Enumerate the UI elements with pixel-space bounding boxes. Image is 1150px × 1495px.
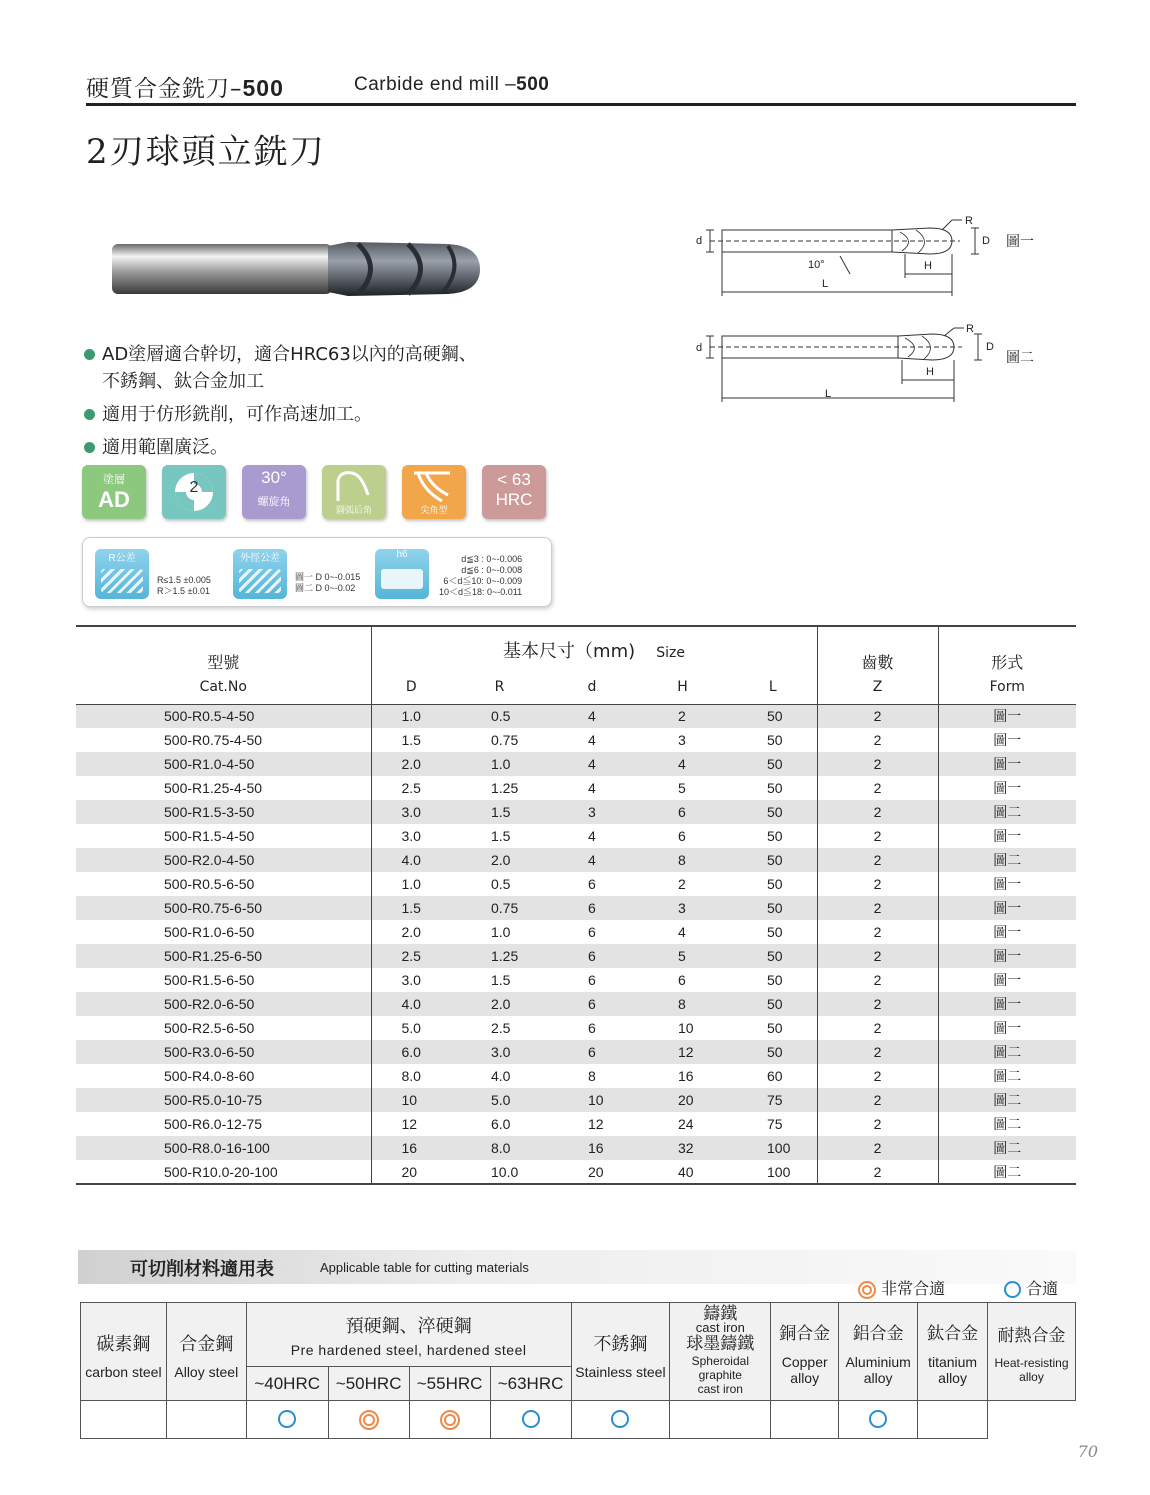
table-cell: 500-R1.5-3-50: [76, 800, 371, 824]
table-row: [76, 704, 1076, 728]
table-cell: 10: [371, 1088, 451, 1112]
table-cell: 2: [817, 944, 938, 968]
mat-titanium-alloy: 鈦合金 titanium alloy: [918, 1303, 988, 1401]
dim-D-2: D: [986, 341, 994, 353]
table-cell: 6: [678, 828, 686, 844]
table-cell: 4: [636, 752, 729, 776]
tolerance-panel: [82, 537, 552, 607]
rating-cell: [166, 1401, 246, 1439]
mat-carbon-steel: 碳素鋼 carbon steel: [81, 1303, 167, 1401]
mat-heat-resisting-alloy: 耐熱合金 Heat-resisting alloy: [988, 1303, 1076, 1401]
table-cell: 50: [729, 992, 817, 1016]
bullet-icon: [84, 442, 95, 453]
mat-alloy-steel: 合金鋼 Alloy steel: [166, 1303, 246, 1401]
table-cell: 8.0: [451, 1136, 548, 1160]
table-cell: 50: [729, 944, 817, 968]
table-cell: 40: [678, 1163, 694, 1180]
mat-stainless-steel: 不銹鋼 Stainless steel: [571, 1303, 670, 1401]
table-cell: 75: [729, 1112, 817, 1136]
table-cell: 2: [817, 872, 938, 896]
table-row: [76, 1136, 1076, 1160]
table-cell: 6.0: [491, 1116, 511, 1132]
table-cell: 24: [678, 1116, 694, 1132]
shank-tolerance-icon: h6: [375, 549, 429, 599]
table-cell: 500-R1.0-4-50: [76, 752, 371, 776]
materials-table: [80, 1302, 1076, 1439]
table-cell: 2: [817, 1160, 938, 1184]
od-tolerance-icon: 外徑公差: [233, 549, 287, 599]
table-cell: 1.5: [401, 732, 421, 748]
table-row: [76, 1040, 1076, 1064]
table-row: [76, 848, 1076, 872]
table-cell: 0.5: [451, 704, 548, 728]
table-cell: 6: [548, 992, 636, 1016]
rating-cell: [81, 1401, 167, 1439]
dim-R-1: R: [965, 215, 973, 227]
table-cell: 6: [678, 972, 686, 988]
feature-item: 適用于仿形銑削，可作高速加工。: [84, 398, 554, 431]
dim-d-1: d: [696, 235, 703, 247]
table-cell: 1.0: [451, 752, 548, 776]
bullet-icon: [84, 409, 95, 420]
table-cell: 60: [729, 1064, 817, 1088]
mat-hrc-55: ~55HRC: [409, 1367, 490, 1401]
suitable-ring-icon: [278, 1410, 296, 1428]
table-cell: 4: [588, 828, 596, 844]
table-cell: 2: [817, 992, 938, 1016]
sharp-corner-icon: [402, 465, 466, 505]
table-cell: 1.5: [491, 828, 511, 844]
table-cell: 0.75: [491, 732, 519, 748]
page-number: 70: [1077, 1442, 1098, 1461]
table-cell: 8.0: [401, 1068, 421, 1084]
mat-copper-alloy: 銅合金 Copper alloy: [771, 1303, 839, 1401]
table-cell: 3: [548, 800, 636, 824]
table-cell: 12: [588, 1116, 604, 1132]
angle-label: 10°: [808, 259, 825, 271]
fig2-label: 圖二: [1006, 349, 1034, 365]
table-cell: 1.5: [491, 972, 511, 988]
table-cell: 3: [678, 732, 686, 748]
table-cell: 圖一: [938, 752, 1076, 776]
materials-title-cn: 可切削材料適用表: [130, 1259, 274, 1280]
point-type-badge: 尖角型: [402, 465, 466, 519]
table-cell: 圖二: [938, 800, 1076, 824]
table-cell: 2: [817, 752, 938, 776]
table-cell: 4: [548, 704, 636, 728]
table-cell: 16: [678, 1068, 694, 1084]
table-row: [76, 1064, 1076, 1088]
header-title-en: Carbide end mill –500: [354, 74, 550, 95]
table-cell: 6: [588, 876, 596, 892]
table-cell: 8: [636, 848, 729, 872]
table-cell: 500-R1.25-4-50: [76, 776, 371, 800]
table-cell: 6: [588, 972, 596, 988]
table-cell: 圖一: [938, 992, 1076, 1016]
table-row: [76, 968, 1076, 992]
table-cell: 圖二: [938, 1040, 1076, 1064]
table-cell: 500-R2.0-4-50: [76, 848, 371, 872]
mat-hardened-steel: 預硬鋼、淬硬鋼 Pre hardened steel, hardened steel: [246, 1303, 571, 1367]
rating-cell: [771, 1401, 839, 1439]
table-cell: 0.5: [491, 876, 511, 892]
table-cell: 20: [588, 1163, 604, 1180]
table-cell: 圖一: [938, 896, 1076, 920]
table-cell: 圖一: [993, 828, 1022, 844]
dim-H-1: H: [924, 260, 932, 272]
suitable-ring-icon: [522, 1410, 540, 1428]
table-cell: 12: [401, 1116, 418, 1132]
table-row: [76, 776, 1076, 800]
table-cell: 50: [729, 776, 817, 800]
table-row: [76, 824, 1076, 848]
table-cell: 6: [548, 896, 636, 920]
table-cell: 500-R3.0-6-50: [76, 1040, 371, 1064]
table-cell: 500-R0.75-4-50: [76, 728, 371, 752]
table-cell: 500-R5.0-10-75: [76, 1088, 371, 1112]
table-cell: 1.0: [401, 876, 421, 892]
table-cell: 2: [817, 848, 938, 872]
col-header-form: 形式 Form: [989, 652, 1025, 695]
table-cell: 5.0: [401, 1020, 421, 1036]
table-cell: 500-R1.5-6-50: [76, 968, 371, 992]
table-cell: 1.5: [371, 896, 451, 920]
table-cell: 500-R1.5-4-50: [76, 824, 371, 848]
table-cell: 4: [548, 752, 636, 776]
table-cell: 500-R0.5-6-50: [76, 872, 371, 896]
table-cell: 50: [729, 920, 817, 944]
table-cell: 5: [636, 944, 729, 968]
table-row: [76, 1016, 1076, 1040]
col-D: D: [405, 678, 417, 695]
table-cell: 圖二: [938, 1088, 1076, 1112]
table-cell: 6: [548, 944, 636, 968]
table-cell: 3.0: [401, 828, 421, 844]
table-cell: 圖一: [993, 732, 1022, 748]
table-cell: 圖二: [938, 848, 1076, 872]
table-row: [76, 1088, 1076, 1112]
rating-cell: [918, 1401, 988, 1439]
r-tolerance-icon: R公差: [95, 549, 149, 599]
rating-row: [81, 1401, 1076, 1439]
col-header-model: 型號 Cat.No: [76, 626, 371, 704]
table-cell: 圖一: [938, 704, 1076, 728]
table-cell: 500-R4.0-8-60: [76, 1064, 371, 1088]
dim-H-2: H: [926, 366, 934, 378]
dim-L-1: L: [822, 278, 829, 290]
table-cell: 2: [817, 920, 938, 944]
table-cell: 100: [729, 1136, 817, 1160]
materials-title-en: Applicable table for cutting materials: [320, 1260, 529, 1275]
table-cell: 4: [588, 732, 596, 748]
table-cell: 50: [729, 1016, 817, 1040]
page-title: 2刃球頭立銑刀: [86, 132, 326, 172]
col-R: R: [494, 678, 505, 695]
table-cell: 3.0: [451, 1040, 548, 1064]
table-cell: 2: [817, 776, 938, 800]
table-cell: 6: [548, 1040, 636, 1064]
hardness-badge: < 63 HRC: [482, 465, 546, 519]
dimension-diagram: [690, 212, 1050, 412]
table-cell: 2: [817, 1112, 938, 1136]
double-ring-icon: [858, 1281, 876, 1299]
table-cell: 2: [817, 824, 938, 848]
table-cell: 100: [729, 1160, 817, 1184]
table-cell: 4.0: [491, 1068, 511, 1084]
table-cell: 0.75: [451, 896, 548, 920]
table-cell: 3.0: [371, 800, 451, 824]
page-header: [86, 68, 1076, 106]
arc-profile-icon: [322, 465, 386, 505]
table-cell: 20: [401, 1163, 418, 1180]
table-cell: 3.0: [401, 972, 421, 988]
od-tolerance-values: 圖一 D 0~-0.015 圖二 D 0~-0.02: [295, 572, 361, 593]
table-cell: 16: [371, 1136, 451, 1160]
very-suitable-ring-icon: [440, 1410, 460, 1430]
table-cell: 2: [817, 1016, 938, 1040]
fig1-label: 圖一: [1006, 233, 1034, 249]
rating-cell: [571, 1401, 670, 1439]
rating-cell: [246, 1401, 328, 1439]
shank-tolerance-values: d≦3 : 0~-0.006 d≦6 : 0~-0.008 6＜d≦10: 0~-0.009 10＜d≦18: 0~-0.011: [439, 554, 523, 597]
table-cell: 2.0: [371, 752, 451, 776]
table-cell: 50: [729, 728, 817, 752]
table-cell: 6: [588, 1020, 596, 1036]
rating-cell: [839, 1401, 918, 1439]
table-cell: 1.25: [451, 944, 548, 968]
header-title-cn: 硬質合金銑刀–500: [86, 75, 284, 102]
table-cell: 32: [636, 1136, 729, 1160]
table-cell: 6: [636, 800, 729, 824]
table-cell: 12: [636, 1040, 729, 1064]
mat-cast-iron: 鑄鐵 cast iron 球墨鑄鐵 Spheroidal graphite cast iron: [670, 1303, 771, 1401]
legend-suitable: 合適: [1004, 1276, 1058, 1299]
table-cell: 2: [817, 1136, 938, 1160]
table-row: [76, 1112, 1076, 1136]
tool-photo: [108, 238, 488, 300]
table-cell: 2: [817, 1088, 938, 1112]
feature-list: [84, 338, 554, 464]
table-cell: 圖一: [938, 944, 1076, 968]
table-cell: 5: [678, 780, 686, 796]
table-row: [76, 872, 1076, 896]
table-row: [76, 800, 1076, 824]
ring-icon: [1004, 1281, 1021, 1298]
table-cell: 圖一: [993, 924, 1022, 940]
table-cell: 500-R1.0-6-50: [76, 920, 371, 944]
table-cell: 2.5: [401, 780, 421, 796]
table-cell: 8: [636, 992, 729, 1016]
table-cell: 2: [817, 896, 938, 920]
dim-R-2: R: [966, 323, 974, 335]
table-cell: 2.5: [371, 944, 451, 968]
rating-cell: [409, 1401, 490, 1439]
rating-cell: [490, 1401, 571, 1439]
table-cell: 50: [729, 800, 817, 824]
feature-item: 適用範圍廣泛。: [84, 431, 554, 464]
table-cell: 2: [678, 876, 686, 892]
table-cell: 2.0: [451, 848, 548, 872]
table-cell: 5.0: [451, 1088, 548, 1112]
feature-item: AD塗層適合幹切，適合HRC63以內的高硬鋼、 不銹鋼、鈦合金加工: [84, 338, 554, 398]
table-cell: 圖二: [993, 1163, 1022, 1180]
table-cell: 圖一: [993, 780, 1022, 796]
table-cell: 圖一: [993, 972, 1022, 988]
col-L: L: [729, 670, 817, 704]
table-cell: 50: [729, 752, 817, 776]
table-cell: 2: [817, 1040, 938, 1064]
arc-clearance-badge: 圓弧后角: [322, 465, 386, 519]
rating-cell: [328, 1401, 409, 1439]
table-cell: 4.0: [371, 992, 451, 1016]
mat-hrc-63: ~63HRC: [490, 1367, 571, 1401]
table-row: [76, 896, 1076, 920]
table-cell: 500-R0.75-6-50: [76, 896, 371, 920]
bullet-icon: [84, 349, 95, 360]
spec-table: [76, 625, 1076, 1185]
table-row: [76, 920, 1076, 944]
table-cell: 1.5: [451, 800, 548, 824]
table-cell: 1.0: [491, 924, 511, 940]
table-cell: 4: [548, 848, 636, 872]
table-cell: 8: [588, 1068, 596, 1084]
table-cell: 4: [588, 780, 596, 796]
r-tolerance-values: R≤1.5 ±0.005 R＞1.5 ±0.01: [157, 575, 211, 596]
table-cell: 20: [636, 1088, 729, 1112]
table-cell: 2: [636, 704, 729, 728]
col-H: H: [677, 678, 688, 695]
table-cell: 4.0: [371, 848, 451, 872]
table-cell: 500-R2.5-6-50: [76, 1016, 371, 1040]
table-cell: 圖二: [938, 1136, 1076, 1160]
coating-badge: 塗層 AD: [82, 465, 146, 519]
table-row: [76, 1160, 1076, 1184]
dim-d-2: d: [696, 342, 703, 354]
table-cell: 500-R10.0-20-100: [76, 1160, 371, 1184]
table-cell: 圖二: [993, 1116, 1022, 1132]
table-cell: 2: [817, 704, 938, 728]
table-cell: 2: [817, 968, 938, 992]
legend-very-suitable: 非常合適: [858, 1276, 945, 1299]
col-header-teeth: 齒數 Z: [817, 626, 938, 704]
col-header-size: 基本尺寸（mm) Size: [371, 626, 817, 670]
table-cell: 1.25: [491, 780, 519, 796]
table-cell: 50: [729, 896, 817, 920]
rating-cell: [670, 1401, 771, 1439]
dim-L-2: L: [825, 388, 832, 400]
table-cell: 50: [729, 968, 817, 992]
mat-hrc-50: ~50HRC: [328, 1367, 409, 1401]
table-cell: 50: [729, 848, 817, 872]
table-cell: 2: [817, 800, 938, 824]
table-cell: 圖一: [993, 1020, 1022, 1036]
table-cell: 50: [729, 1040, 817, 1064]
table-cell: 500-R1.25-6-50: [76, 944, 371, 968]
table-row: [76, 752, 1076, 776]
suitable-ring-icon: [611, 1410, 629, 1428]
table-cell: 50: [729, 872, 817, 896]
table-cell: 1.0: [371, 704, 451, 728]
table-cell: 500-R8.0-16-100: [76, 1136, 371, 1160]
flutes-badge: 2: [162, 465, 226, 519]
mat-hrc-40: ~40HRC: [246, 1367, 328, 1401]
dim-D-1: D: [982, 235, 990, 247]
table-cell: 75: [729, 1088, 817, 1112]
table-cell: 4: [678, 924, 686, 940]
table-cell: 10.0: [491, 1163, 519, 1180]
table-cell: 50: [729, 704, 817, 728]
table-cell: 2.0: [401, 924, 421, 940]
table-cell: 10: [678, 1020, 694, 1036]
table-cell: 3: [636, 896, 729, 920]
mat-aluminium-alloy: 鋁合金 Aluminium alloy: [839, 1303, 918, 1401]
table-cell: 500-R2.0-6-50: [76, 992, 371, 1016]
table-cell: 2.0: [451, 992, 548, 1016]
table-row: [76, 944, 1076, 968]
table-row: [76, 992, 1076, 1016]
helix-angle-badge: 30° 螺旋角: [242, 465, 306, 519]
table-cell: 10: [548, 1088, 636, 1112]
suitable-ring-icon: [869, 1410, 887, 1428]
col-d: d: [587, 678, 597, 695]
table-cell: 2.5: [491, 1020, 511, 1036]
table-cell: 500-R0.5-4-50: [76, 704, 371, 728]
table-cell: 圖一: [993, 876, 1022, 892]
table-cell: 6: [588, 924, 596, 940]
table-cell: 6.0: [371, 1040, 451, 1064]
table-cell: 16: [548, 1136, 636, 1160]
table-cell: 圖二: [993, 1068, 1022, 1084]
very-suitable-ring-icon: [359, 1410, 379, 1430]
table-row: [76, 728, 1076, 752]
table-cell: 50: [729, 824, 817, 848]
table-cell: 2: [817, 1064, 938, 1088]
table-cell: 500-R6.0-12-75: [76, 1112, 371, 1136]
table-cell: 2: [817, 728, 938, 752]
